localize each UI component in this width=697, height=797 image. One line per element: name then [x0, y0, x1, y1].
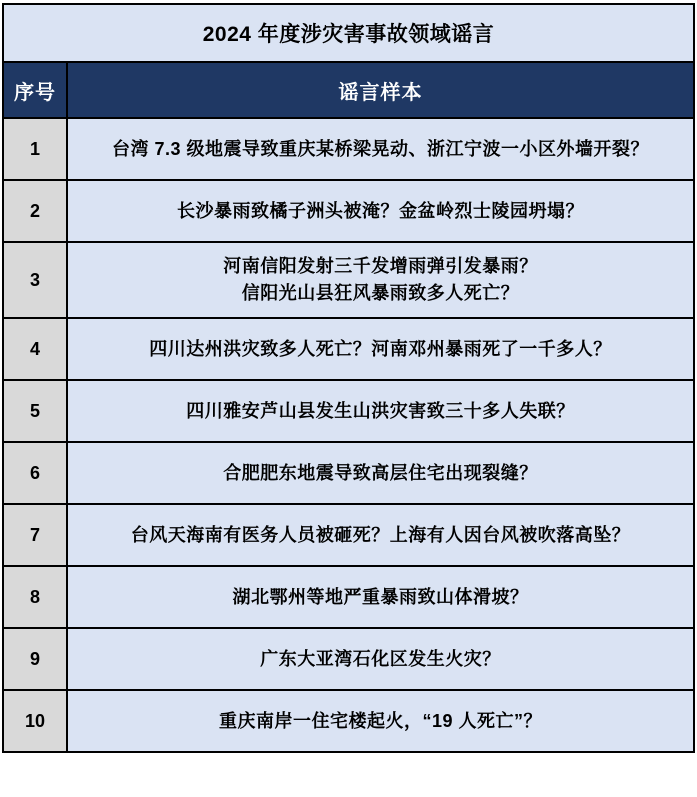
table-row — [3, 442, 694, 504]
rumor-sample-cell — [67, 318, 694, 380]
table-title: 2024 年度涉灾害事故领域谣言 — [3, 4, 694, 62]
row-index-cell: 1 — [3, 118, 67, 180]
rumor-line: 广东大亚湾石化区发生火灾？ — [260, 648, 501, 669]
table-body — [3, 118, 694, 752]
rumor-line: 河南信阳发射三千发增雨弹引发暴雨？ — [223, 256, 538, 276]
table-row — [3, 318, 694, 380]
rumor-line: 湖北鄂州等地严重暴雨致山体滑坡？ — [232, 586, 529, 607]
rumor-line: 长沙暴雨致橘子洲头被淹？金盆岭烈士陵园坍塌？ — [177, 200, 584, 221]
table-row — [3, 628, 694, 690]
table-head — [3, 4, 694, 118]
row-index-cell: 5 — [3, 380, 67, 442]
table-row — [3, 242, 694, 318]
column-header-sample: 谣言样本 — [67, 62, 694, 118]
row-index-cell: 9 — [3, 628, 67, 690]
table-row — [3, 118, 694, 180]
rumor-line: 合肥肥东地震导致高层住宅出现裂缝？ — [223, 462, 538, 483]
rumor-sample-cell — [67, 380, 694, 442]
rumor-line: 信阳光山县狂风暴雨致多人死亡？ — [241, 283, 520, 303]
rumor-sample-cell — [67, 566, 694, 628]
table-row — [3, 180, 694, 242]
rumor-table — [2, 3, 695, 753]
rumor-sample-cell — [67, 442, 694, 504]
row-index-cell: 4 — [3, 318, 67, 380]
rumor-sample-cell — [67, 504, 694, 566]
table-row — [3, 690, 694, 752]
row-index-cell: 3 — [3, 242, 67, 318]
rumor-line: 四川达州洪灾致多人死亡？河南邓州暴雨死了一千多人？ — [149, 338, 612, 359]
rumor-sample-cell — [67, 690, 694, 752]
rumor-line: 四川雅安芦山县发生山洪灾害致三十多人失联？ — [186, 400, 575, 421]
rumor-sample-cell — [67, 242, 694, 318]
rumor-sample-cell — [67, 118, 694, 180]
row-index-cell: 6 — [3, 442, 67, 504]
table-row — [3, 380, 694, 442]
column-header-index: 序号 — [3, 62, 67, 118]
row-index-cell: 2 — [3, 180, 67, 242]
rumor-sample-cell — [67, 628, 694, 690]
row-index-cell: 8 — [3, 566, 67, 628]
row-index-cell: 7 — [3, 504, 67, 566]
rumor-line: 台风天海南有医务人员被砸死？上海有人因台风被吹落高坠？ — [130, 524, 631, 545]
table-row — [3, 504, 694, 566]
rumor-line: 重庆南岸一住宅楼起火，“19 人死亡”？ — [218, 710, 543, 731]
header-row — [3, 62, 694, 118]
title-row — [3, 4, 694, 62]
row-index-cell: 10 — [3, 690, 67, 752]
rumor-line: 台湾 7.3 级地震导致重庆某桥梁晃动、浙江宁波一小区外墙开裂？ — [111, 138, 650, 159]
rumor-sample-cell — [67, 180, 694, 242]
table-row — [3, 566, 694, 628]
